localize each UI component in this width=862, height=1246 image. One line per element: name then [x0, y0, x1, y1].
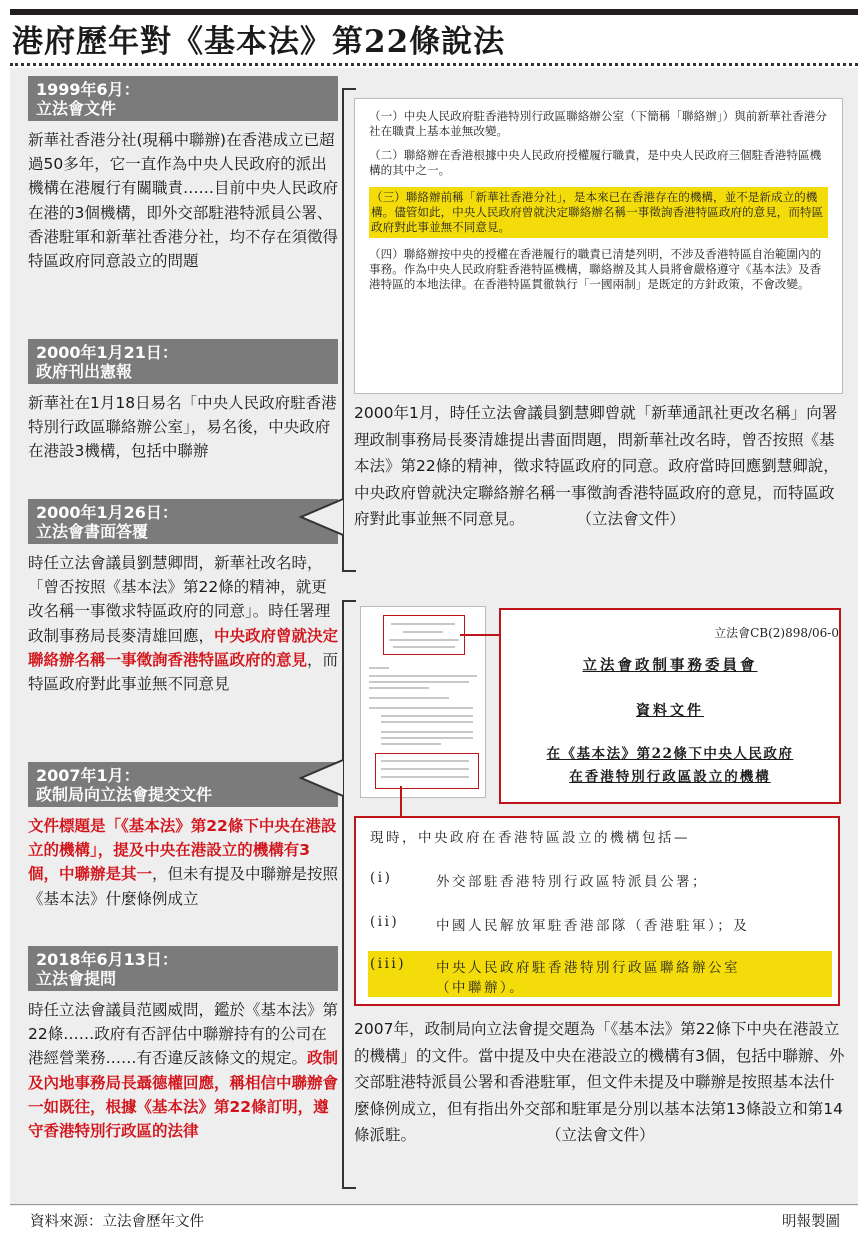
text-part: 時任立法會議員范國威問，鑑於《基本法》第22條……政府有否評估中聯辦持有的公司在港經營業務……有否違反該條文的規定。	[28, 1001, 339, 1068]
document-list-enlarged	[354, 816, 840, 1006]
connector-line	[460, 634, 500, 636]
timeline-label: 立法會文件	[36, 99, 117, 118]
doc-paragraph-2: （二）聯絡辦在香港根據中央人民政府授權履行職責，是中央人民政府三個駐香港特區機構的其中之一。	[369, 148, 822, 177]
source-label: （立法會文件）	[576, 510, 686, 528]
document-reference: 立法會CB(2)898/06-0	[714, 626, 839, 640]
timeline-date: 2007年1月：	[36, 766, 140, 785]
source-label: （立法會文件）	[546, 1126, 655, 1144]
list-item-text: 外交部駐香港特別行政區特派員公署；	[436, 874, 708, 890]
timeline-date: 2000年1月26日：	[36, 503, 178, 522]
committee-name: 立法會政制事務委員會	[582, 657, 758, 674]
list-item-text: 中央人民政府駐香港特別行政區聯絡辦公室	[436, 960, 740, 976]
timeline-header-2000-01-26	[28, 499, 338, 544]
connector-line	[400, 786, 402, 818]
timeline-header-2007	[28, 762, 338, 807]
list-intro: 現時，中央政府在香港特區設立的機構包括—	[370, 830, 690, 846]
timeline-label: 立法會提問	[36, 969, 117, 988]
dotted-divider	[10, 63, 858, 66]
timeline-header-2000-01-21	[28, 339, 338, 384]
explanation-2000	[354, 400, 848, 533]
doc-paragraph-3-highlighted: （三）聯絡辦前稱「新華社香港分社」，是本來已在香港存在的機構，並不是新成立的機構。儘管如此，中央人民政府曾就決定聯絡辦名稱一事徵詢香港特區政府的意見，而特區政府對此事並無不同意見。	[369, 187, 828, 238]
timeline-text-2000-01-21: 新華社在1月18日易名「中央人民政府駐香港特別行政區聯絡辦公室」，易名後，中央政府在港設3機構，包括中聯辦	[28, 394, 337, 461]
timeline-date: 1999年6月：	[36, 80, 140, 99]
explanation-2007	[354, 1016, 848, 1149]
document-heading-line-1: 在《基本法》第22條下中央人民政府	[546, 746, 794, 762]
timeline-label: 立法會書面答覆	[36, 522, 149, 541]
timeline-label: 政府刊出憲報	[36, 362, 133, 381]
timeline-label: 政制局向立法會提交文件	[36, 785, 213, 804]
footer-divider	[10, 1204, 858, 1205]
text-part: ，而特區政府對此事並無不同意見	[28, 650, 339, 694]
document-excerpt-2000	[354, 98, 843, 394]
text-part: ，但未有提及中聯辦是按照《基本法》什麼條例成立	[28, 865, 339, 908]
footer-credit: 明報製圖	[782, 1214, 840, 1230]
doc-paragraph-1: （一）中央人民政府駐香港特別行政區聯絡辦公室（下簡稱「聯絡辦」）與前新華社香港分社在職責上基本並無改變。	[369, 109, 827, 138]
page-title: 港府歷年對《基本法》第22條說法	[12, 24, 506, 60]
list-item-text: 中國人民解放軍駐香港部隊（香港駐軍）；及	[436, 918, 750, 934]
timeline-text-1999: 新華社香港分社(現稱中聯辦)在香港成立已超過50多年，它一直作為中央人民政府的派出機構在港履行有關職責……目前中央人民政府在港的3個機構，即外交部駐港特派員公署、香港駐軍和新華社香港分社，均不存在須徵得特區政府同意設立的問題	[28, 131, 339, 271]
timeline-text-2018	[28, 998, 340, 1143]
timeline-text-2007	[28, 814, 340, 911]
timeline-text-2000-01-26	[28, 551, 340, 696]
highlight-text: 中央政府曾就決定聯絡辦名稱一事徵詢香港特區政府的意見	[28, 626, 339, 669]
footer-source: 資料來源：立法會歷年文件	[30, 1214, 204, 1230]
document-title-enlarged	[499, 608, 841, 804]
highlight-text: 文件標題是「《基本法》第22條下中央在港設立的機構」，提及中央在港設立的機構有3個，中聯辦是其一	[28, 817, 337, 884]
timeline-header-1999	[28, 76, 338, 121]
text-part: 時任立法會議員劉慧卿問，新華社改名時，「曾否按照《基本法》第22條的精神，就更改名稱一事徵求特區政府的同意」。時任署理政制事務局長麥清雄回應，	[28, 554, 331, 645]
highlight-text: 政制及內地事務局長聶德權回應，稱相信中聯辦會一如既往，根據《基本法》第22條訂明，遵守香港特別行政區的法律	[28, 1049, 339, 1141]
list-number: (i)	[370, 870, 393, 886]
timeline-date: 2000年1月21日：	[36, 343, 178, 362]
thumbnail-title-highlight	[383, 615, 465, 655]
list-number: (iii)	[370, 956, 406, 972]
document-heading-line-2: 在香港特別行政區設立的機構	[569, 769, 771, 785]
explanation-text: 2000年1月，時任立法會議員劉慧卿曾就「新華通訊社更改名稱」向署理政制事務局長麥清雄提出書面問題，問新華社改名時，曾否按照《基本法》第22條的精神，徵求特區政府的同意。政府當時回應劉慧卿說，中央政府曾就決定聯絡辦名稱一事徵詢香港特區政府的意見，而特區政府對此事並無不同意見。	[354, 404, 839, 528]
top-rule	[10, 9, 858, 15]
timeline-header-2018	[28, 946, 338, 991]
bracket-notch-top	[293, 497, 343, 537]
timeline-date: 2018年6月13日：	[36, 950, 178, 969]
bracket-notch-bottom	[293, 758, 343, 798]
thumbnail-list-highlight	[375, 753, 479, 789]
list-number: (ii)	[370, 914, 400, 930]
document-type: 資料文件	[636, 703, 704, 719]
doc-paragraph-4: （四）聯絡辦按中央的授權在香港履行的職責已清楚列明，不涉及香港特區自治範圍內的事務。作為中央人民政府駐香港特區機構，聯絡辦及其人員將會嚴格遵守《基本法》及香港特區的本地法律。在香港特區貫徹執行「一國兩制」是既定的方針政策，不會改變。	[369, 247, 822, 291]
explanation-text: 2007年，政制局向立法會提交題為「《基本法》第22條下中央在港設立的機構」的文件。當中提及中央在港設立的機構有3個，包括中聯辦、外交部駐港特派員公署和香港駐軍，但文件未提及中聯辦是按照基本法什麼條例成立，但有指出外交部和駐軍是分別以基本法第13條設立和第14條派駐。	[354, 1020, 845, 1144]
list-item-text: （中聯辦）。	[436, 980, 526, 996]
